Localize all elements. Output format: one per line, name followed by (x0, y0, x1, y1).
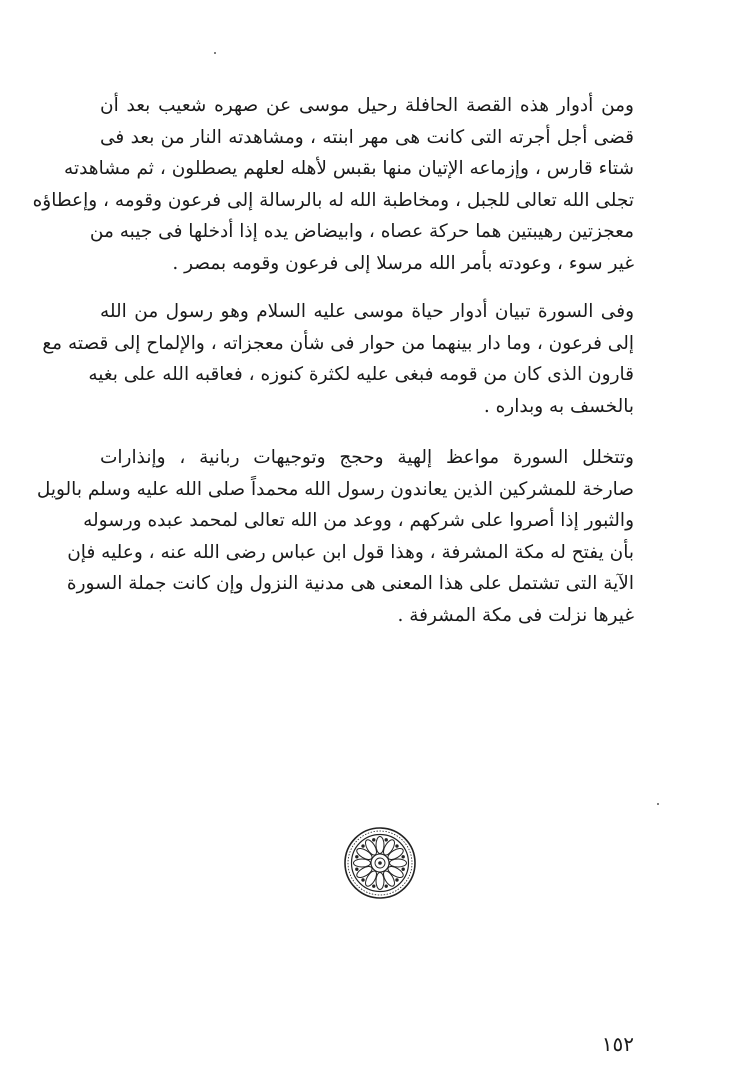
paragraph-2 (42, 296, 634, 422)
paragraph-3 (36, 442, 634, 632)
text-line: غير سوء ، وعودته بأمر الله مرسلا إلى فرعون وقومه بمصر . (172, 252, 634, 274)
text-line: قضى أجل أجرته التى كانت هى مهر ابنته ، ومشاهدته النار من بعد فى (100, 126, 634, 148)
scan-speck (214, 52, 216, 54)
text-line: وفى السورة تبيان أدوار حياة موسى عليه السلام وهو رسول من الله (100, 301, 634, 322)
text-line: غيرها نزلت فى مكة المشرفة . (397, 604, 634, 626)
text-line: شتاء قارس ، وإزماعه الإتيان منها بقبس لأهله لعلهم يصطلون ، ثم مشاهدته (64, 158, 634, 180)
paragraph-1 (32, 90, 634, 280)
rosette-ornament-icon (343, 826, 417, 900)
text-line: تجلى الله تعالى للجبل ، ومخاطبة الله له بالرسالة إلى فرعون وقومه ، وإعطاؤه (32, 189, 634, 211)
page-number: ١٥٢ (601, 1032, 634, 1056)
text-line: وتتخلل السورة مواعظ إلهية وحجج وتوجيهات ربانية ، وإنذارات (100, 447, 634, 468)
text-line: قارون الذى كان من قومه فبغى عليه لكثرة كنوزه ، فعاقبه الله على بغيه (88, 364, 634, 386)
text-line: بأن يفتح له مكة المشرفة ، وهذا قول ابن عباس رضى الله عنه ، وعليه فإن (67, 541, 634, 563)
text-line: الآية التى تشتمل على هذا المعنى هى مدنية النزول وإن كانت جملة السورة (66, 573, 634, 595)
text-line: إلى فرعون ، وما دار بينهما من حوار فى شأن معجزاته ، والإلماح إلى قصته مع (42, 332, 634, 354)
text-line: معجزتين رهيبتين هما حركة عصاه ، وابيضاض يده إذا أدخلها فى جيبه من (89, 221, 634, 243)
text-line: بالخسف به وبداره . (483, 395, 634, 417)
scan-speck (657, 803, 659, 805)
text-line: ومن أدوار هذه القصة الحافلة رحيل موسى عن صهره شعيب بعد أن (100, 95, 634, 116)
text-line: صارخة للمشركين الذين يعاندون رسول الله محمداً صلى الله عليه وسلم بالويل (36, 478, 634, 500)
text-line: والثبور إذا أصروا على شركهم ، ووعد من الله تعالى لمحمد عبده ورسوله (83, 510, 634, 532)
